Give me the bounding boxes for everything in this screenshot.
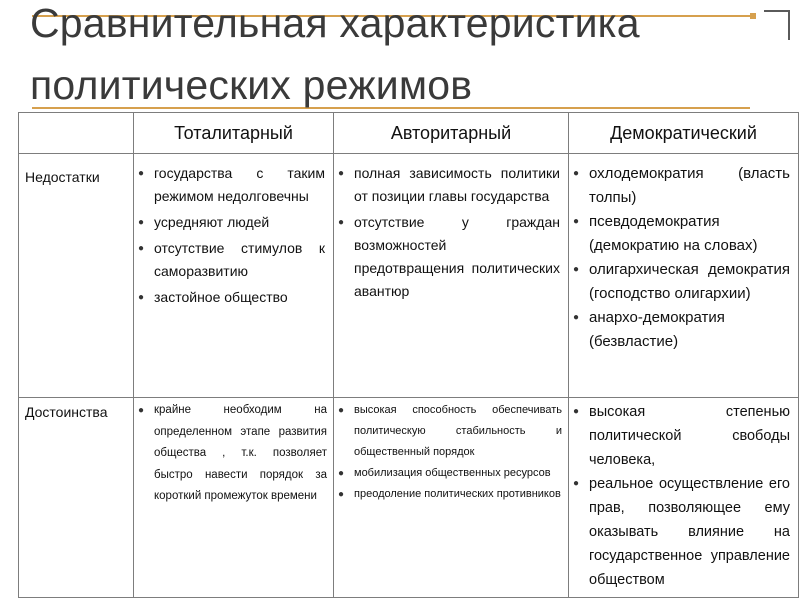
cell-disadvantages-democratic — [569, 154, 799, 398]
list-item: ● высокая степенью политической свободы человека, — [569, 400, 790, 472]
cell-disadvantages-authoritarian — [334, 154, 569, 398]
list-item: ● преодоление политических противников — [334, 484, 562, 505]
cell-advantages-democratic — [569, 398, 799, 598]
cell-disadvantages-totalitarian — [134, 154, 334, 398]
header-totalitarian: Тоталитарный — [134, 113, 334, 154]
list-item: ● усредняют людей — [134, 211, 325, 234]
list-item: ● отсутствие стимулов к саморазвитию — [134, 237, 325, 283]
table-row-advantages — [19, 398, 799, 598]
list-item: ● олигархическая демократия (господство олигархии) — [569, 258, 790, 306]
slide-title-line-1: Сравнительная характеристика — [30, 0, 640, 46]
slide-title — [30, 0, 640, 116]
row-label-disadvantages: Недостатки — [19, 154, 134, 398]
list-item: ● реальное осуществление его прав, позволяющее ему оказывать влияние на государственное управление обществом — [569, 472, 790, 592]
cell-advantages-authoritarian — [334, 398, 569, 598]
cell-advantages-totalitarian — [134, 398, 334, 598]
list-item: ● полная зависимость политики от позиции главы государства — [334, 162, 560, 208]
comparison-table — [18, 112, 799, 598]
corner-bracket-decoration — [764, 10, 790, 40]
list-item: ● застойное общество — [134, 286, 325, 309]
list-item: ● государства с таким режимом недолговечны — [134, 162, 325, 208]
table-header-row — [19, 113, 799, 154]
slide-title-line-2: политических режимов — [30, 62, 473, 108]
table-row-disadvantages — [19, 154, 799, 398]
list-item: ● псевдодемократия (демократию на словах) — [569, 210, 790, 258]
list-item: ● мобилизация общественных ресурсов — [334, 463, 562, 484]
title-rule-ornament — [750, 13, 756, 19]
list-item: ● отсутствие у граждан возможностей предотвращения политических авантюр — [334, 211, 560, 303]
header-empty-cell — [19, 113, 134, 154]
header-authoritarian: Авторитарный — [334, 113, 569, 154]
list-item: ● высокая способность обеспечивать политическую стабильность и общественный порядок — [334, 400, 562, 463]
list-item: ● анархо-демократия (безвластие) — [569, 306, 790, 354]
header-democratic: Демократический — [569, 113, 799, 154]
list-item: ● крайне необходим на определенном этапе развития общества , т.к. позволяет быстро навести порядок за короткий промежуток времени — [134, 400, 327, 508]
list-item: ● охлодемократия (власть толпы) — [569, 162, 790, 210]
row-label-advantages: Достоинства — [19, 398, 134, 598]
